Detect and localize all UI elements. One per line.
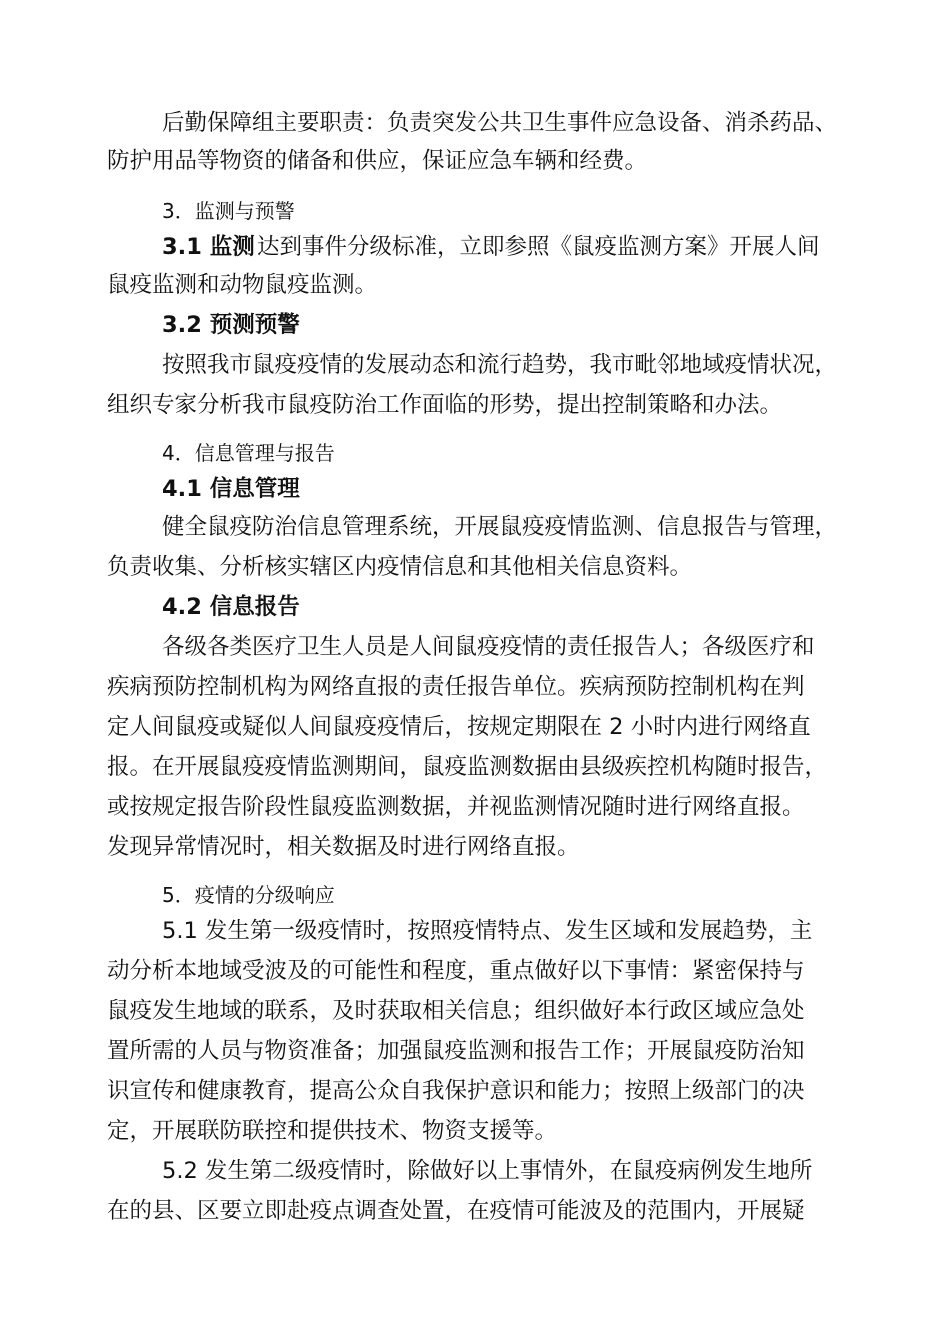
subsection-heading: 4.1 信息管理 — [162, 476, 300, 502]
paragraph-line: 健全鼠疫防治信息管理系统，开展鼠疫疫情监测、信息报告与管理， — [162, 514, 838, 540]
paragraph-line: 达到事件分级标准，立即参照《鼠疫监测方案》开展人间 — [257, 234, 820, 260]
paragraph-line: 鼠疫发生地域的联系，及时获取相关信息；组织做好本行政区域应急处 — [107, 998, 805, 1024]
paragraph-line: 识宣传和健康教育，提高公众自我保护意识和能力；按照上级部门的决 — [107, 1078, 805, 1104]
section-heading: 4．信息管理与报告 — [162, 441, 335, 465]
subsection-heading: 4.2 信息报告 — [162, 594, 300, 620]
paragraph-line: 按照我市鼠疫疫情的发展动态和流行趋势，我市毗邻地域疫情状况， — [162, 352, 838, 378]
paragraph-line: 报。在开展鼠疫疫情监测期间，鼠疫监测数据由县级疾控机构随时报告， — [107, 754, 828, 780]
paragraph-line: 在的县、区要立即赴疫点调查处置，在疫情可能波及的范围内，开展疑 — [107, 1198, 805, 1224]
paragraph-line: 5.1 发生第一级疫情时，按照疫情特点、发生区域和发展趋势，主 — [162, 918, 813, 944]
paragraph-line: 置所需的人员与物资准备；加强鼠疫监测和报告工作；开展鼠疫防治知 — [107, 1038, 805, 1064]
paragraph-line: 动分析本地域受波及的可能性和程度，重点做好以下事情：紧密保持与 — [107, 958, 805, 984]
paragraph-line: 负责收集、分析核实辖区内疫情信息和其他相关信息资料。 — [107, 554, 693, 580]
paragraph-line: 组织专家分析我市鼠疫防治工作面临的形势，提出控制策略和办法。 — [107, 392, 783, 418]
subsection-heading: 3.1 监测 — [162, 234, 255, 260]
paragraph-line: 5.2 发生第二级疫情时，除做好以上事情外，在鼠疫病例发生地所 — [162, 1158, 813, 1184]
paragraph-line: 或按规定报告阶段性鼠疫监测数据，并视监测情况随时进行网络直报。 — [107, 794, 805, 820]
paragraph-line: 后勤保障组主要职责：负责突发公共卫生事件应急设备、消杀药品、 — [162, 110, 838, 136]
paragraph-line: 定，开展联防联控和提供技术、物资支援等。 — [107, 1118, 558, 1144]
paragraph-line: 各级各类医疗卫生人员是人间鼠疫疫情的责任报告人；各级医疗和 — [162, 634, 815, 660]
paragraph-line: 疾病预防控制机构为网络直报的责任报告单位。疾病预防控制机构在判 — [107, 674, 805, 700]
paragraph-line: 定人间鼠疫或疑似人间鼠疫疫情后，按规定期限在 2 小时内进行网络直 — [107, 714, 811, 740]
paragraph-line: 发现异常情况时，相关数据及时进行网络直报。 — [107, 834, 580, 860]
paragraph-line: 防护用品等物资的储备和供应，保证应急车辆和经费。 — [107, 148, 648, 174]
subsection-heading: 3.2 预测预警 — [162, 312, 300, 338]
section-heading: 5．疫情的分级响应 — [162, 883, 335, 907]
section-heading: 3．监测与预警 — [162, 199, 295, 223]
paragraph-line: 鼠疫监测和动物鼠疫监测。 — [107, 272, 378, 298]
